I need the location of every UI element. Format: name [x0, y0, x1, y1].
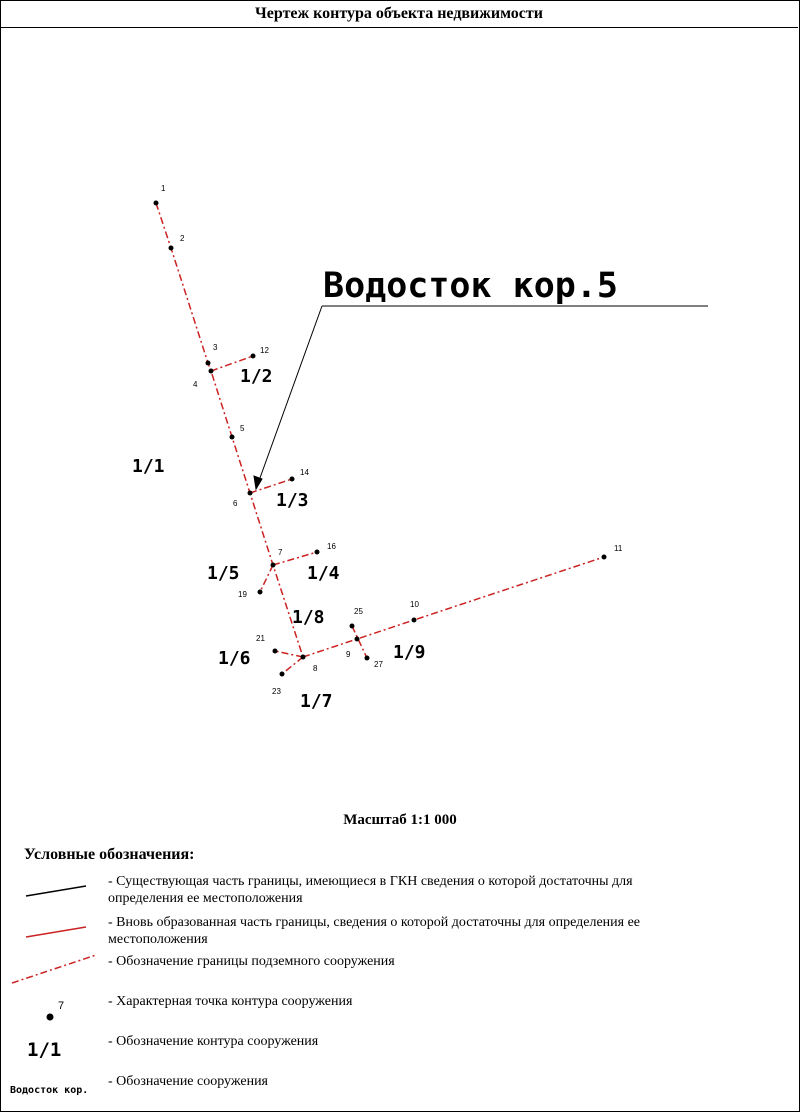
- point-number: 8: [313, 664, 318, 673]
- point-number: 10: [410, 600, 419, 609]
- object-label: Водосток кор.5: [323, 266, 619, 306]
- legend-symbols: [10, 886, 96, 1096]
- legend-item-existing-boundary: - Существующая часть границы, имеющиеся в ГКН сведения о которой достаточны для определения ее местоположения: [108, 874, 633, 906]
- point-5: [230, 435, 235, 440]
- point-4: [209, 369, 214, 374]
- point-number: 12: [260, 346, 269, 355]
- point-number: 2: [180, 234, 185, 243]
- legend-point-marker: [47, 1014, 54, 1021]
- point-6: [248, 491, 253, 496]
- point-numbers: [161, 184, 623, 696]
- point-19: [258, 590, 263, 595]
- point-number: 9: [346, 650, 351, 659]
- point-number: 23: [272, 687, 281, 696]
- contour-label: 1/4: [307, 563, 340, 584]
- legend-item-contour: - Обозначение контура сооружения: [108, 1034, 319, 1049]
- point-number: 4: [193, 380, 198, 389]
- contour-label: 1/9: [393, 642, 426, 663]
- page-title: Чертеж контура объекта недвижимости: [0, 0, 798, 28]
- point-10: [412, 618, 417, 623]
- legend-item-object: - Обозначение сооружения: [108, 1074, 268, 1089]
- point-number: 16: [327, 542, 336, 551]
- point-14: [290, 477, 295, 482]
- contour-label: 1/6: [218, 648, 251, 669]
- contour-1-6-line: [275, 651, 303, 657]
- legend-item-new-boundary: - Вновь образованная часть границы, сведения о которой достаточны для определения ее местоположения: [108, 915, 641, 947]
- point-number: 27: [374, 660, 383, 669]
- contour-label: 1/8: [292, 607, 325, 628]
- contour-label: 1/2: [240, 366, 273, 387]
- contour-label: 1/7: [300, 691, 333, 712]
- point-2: [169, 246, 174, 251]
- contour-1-7-line: [282, 657, 303, 674]
- contour-label: 1/5: [207, 563, 240, 584]
- legend-new-boundary-line: [26, 927, 86, 937]
- contour-label: 1/1: [132, 456, 165, 477]
- point-number: 7: [278, 548, 283, 557]
- legend-underground-boundary-line: [12, 955, 96, 983]
- point-25: [350, 624, 355, 629]
- point-number: 19: [238, 590, 247, 599]
- contour-label: 1/3: [276, 490, 309, 511]
- leader-arrowhead: [254, 476, 262, 489]
- legend-existing-boundary-line: [26, 886, 86, 896]
- boundary-branch-line: [303, 557, 604, 657]
- point-23: [280, 672, 285, 677]
- point-number: 11: [614, 544, 623, 553]
- object-leader: [254, 306, 708, 489]
- contour-1-9-line: [352, 626, 367, 658]
- boundary-main-line: [156, 203, 303, 657]
- point-27: [365, 656, 370, 661]
- legend-item-characteristic-point: - Характерная точка контура сооружения: [108, 994, 353, 1009]
- point-number: 3: [213, 343, 218, 352]
- point-number: 25: [354, 607, 363, 616]
- point-number: 5: [240, 424, 245, 433]
- point-1: [154, 201, 159, 206]
- point-number: 1: [161, 184, 166, 193]
- point-8: [301, 655, 306, 660]
- point-number: 21: [256, 634, 265, 643]
- point-3: [206, 361, 211, 366]
- contour-1-5-line: [260, 565, 273, 592]
- point-11: [602, 555, 607, 560]
- legend-title: Условные обозначения:: [24, 846, 195, 863]
- point-number: 14: [300, 468, 309, 477]
- legend-object-label: Водосток кор.: [10, 1085, 89, 1096]
- point-7: [271, 563, 276, 568]
- scale-label: Масштаб 1:1 000: [343, 812, 457, 828]
- point-9: [355, 637, 360, 642]
- point-21: [273, 649, 278, 654]
- point-12: [251, 354, 256, 359]
- legend-item-underground-boundary: - Обозначение границы подземного сооружения: [108, 954, 395, 969]
- legend-point-number: 7: [58, 1000, 65, 1012]
- point-16: [315, 550, 320, 555]
- legend-contour-label: 1/1: [27, 1039, 62, 1061]
- leader-line: [256, 306, 322, 489]
- point-number: 6: [233, 499, 238, 508]
